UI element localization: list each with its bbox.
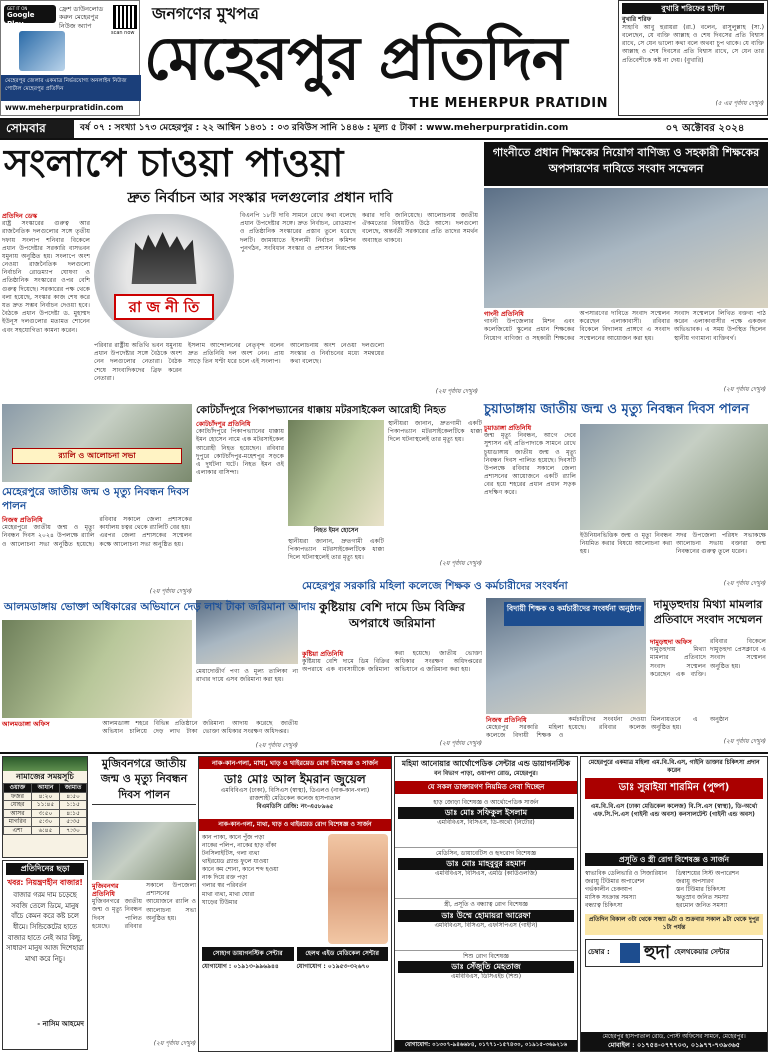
ent-illustration-icon [328,834,388,944]
download-text: ফ্রেশ ডাউনলোড করুন মেহেরপুর নিউজ অ্যাপ [59,5,104,30]
huda-logo-icon [620,943,640,963]
meherpur-birth-col [2,516,192,596]
ad-imran-name: ডাঃ মোঃ আল ইমরান জুয়েল [224,772,366,787]
list-item: ঋতুস্রাব জনিত সমস্যা [676,894,729,902]
mahila-byline: নিজস্ব প্রতিনিধি [486,716,527,724]
lead-col3-text: পরিবার রাষ্ট্রীয় অতিথি ভবন যমুনায় প্রধান উপদেষ্টার সঙ্গে বৈঠকে অংশ নেন দলগুলোর নেতারা। বৈঠক শেষে সাংবাদিকদের ব্রিফ করেন নেতারা। [94,342,182,382]
ad-imran-reg: বিএমডিসি রেজি: নং-এ৫৮৯৬৫ [256,803,334,811]
ad-suraiya-center: হুদা [644,941,671,963]
table-row: আসর ৩:৫০ ৪:১৫ [4,809,87,818]
damurhuda-byline: দামুড়হুদা অফিস [650,638,692,646]
gangni-body2: সংবাদ সম্মেলনে লিখিত বক্তব্য পাঠ করেন এলাকাবাসীর পক্ষে একজন অভিভাবক। এ সময় উপস্থিত ছিলেন স্থানীয় গণ্যমান্য ব্যক্তিবর্গ। [674,310,766,342]
chuadanga-cont: (২য় পৃষ্ঠায় দেখুন) [723,580,766,587]
mujibnagar-headline: মুজিবনগরে জাতীয় জন্ম ও মৃত্যু নিবন্ধন দিবস পালন [92,756,196,805]
chuadanga-col [484,424,576,592]
ad-suraiya [580,756,768,1052]
hadith-body: সাহাবি আবু হুরায়রা (রা.) বলেন, রাসুলুল্লাহ (সা.) বলেছেন, যে ব্যক্তি আল্লাহ ও শেষ দিবসের প্রতি বিশ্বাস রাখে, সে যেন ভালো কথা বলে অথবা চুপ থাকে। যে ব্যক্তি আল্লাহ ও শেষ দিবসের প্রতি বিশ্বাস রাখে, সে যেন তার প্রতিবেশীকে কষ্ট না দেয়। (বুখারি) [622,23,764,64]
damurhuda-col [650,638,766,734]
ad-imran-mid: নাক-কান-গলা, মাথা, ঘাড় ও থাইরয়েড রোগ বিশেষজ্ঞ ও সার্জন [199,819,391,831]
list-item: মাথা ব্যথা, মাথা ঘোরা [202,890,255,898]
ad-mohima-phone: যোগাযোগ: ০১৩০৭-৯৪৬৬৮৪, ০১৭৭১-১৫৭৪৩০, ০১৯১৫-৩৬৯২১৬ [395,1040,577,1051]
list-item: জরায়ু অপসারণ [676,877,714,885]
list-item: জরায়ু টিউমার অপারেশন [585,877,645,885]
lead-col1 [2,212,90,402]
masthead-title: মেহেরপুর প্রতিদিন [144,24,567,94]
ad-imran-degrees: এমবিবিএস (ঢাকা), বিসিএস (স্বাস্থ্য), ডিএলও (নাক-কান-গলা) [220,787,370,795]
alamdanga-photo [2,620,192,718]
ad-mohima-title: মহিমা আনোয়ার আর্থোপেডিক সেন্টার এন্ড ডায়াগনস্টিক [401,759,571,768]
kotchandpur-caption: নিহত ইমন হোসেন [313,527,359,534]
mahila-body: মেহেরপুর সরকারি মহিলা কলেজে বিদায়ী শিক্ষক ও কর্মচারীদের সংবর্ধনা দেওয়া হয়েছে। রবিবার কলেজ মিলনায়তনে এ অনুষ্ঠান অনুষ্ঠিত হয়। [486,716,729,740]
doctor-block: মেডিসিন, ডায়াবেটিস ও হৃদরোগ বিশেষজ্ঞ ডাঃ মোঃ মাহবুবুর রহমান এমবিবিএস, বিসিএস, এমডি (কার্ডিওলজি) [395,848,577,899]
ad-imran-top: নাক-কান-গলা, মাথা, ঘাড় ও থাইরয়েড রোগ বিশেষজ্ঞ ও সার্জন [199,757,391,769]
badge-top-text: GET IT ON [7,6,28,11]
chuadanga-headline: চুয়াডাঙ্গায় জাতীয় জন্ম ও মৃত্যু নিবন্ধন দিবস পালন [484,402,750,417]
list-item: গর্ভকালীন চেকআপ [585,886,632,894]
list-item: টনসিলাইটিস, গলা ব্যথা [202,850,260,858]
ad-imran-phone1: যোগাযোগ : ০১৯১৩-৯৯৬৯৪৪ [202,962,279,970]
ad-suraiya-note: প্রতিদিন বিকাল ৩টা থেকে সন্ধ্যা ৬টা ও শুক্রবার সকাল ৯টা থেকে দুপুর ১টা পর্যন্ত [585,914,763,934]
chhora-box [2,860,88,1050]
qr-code-icon [113,5,137,29]
lead-subhead: দ্রুত নির্বাচন আর সংস্কার দলগুলোর প্রধান দাবি [127,190,393,206]
table-row: মাগরিব ৫:৩০ ৫:৩৫ [4,818,87,827]
namaz-header: জামাত [60,784,87,793]
ad-mohima [394,756,578,1052]
kotchandpur-col [196,420,284,600]
table-row: এশা ৬:৪৫ ৭:৩০ [4,826,87,835]
ad-suraiya-phone: মোবাইল : ০১৭৫৪-০৭৭৭০৩, ০১৯৭৭-৭৩৯৩৬৫ [607,1040,741,1049]
doctor-block: স্ত্রী, প্রসূতি ও বন্ধ্যাত্ব রোগ বিশেষজ্ঞ ডাঃ উম্মে হোমায়রা আরেফা এমবিবিএস, বিসিএস, এফসিপিএস (গাইনি) [395,899,577,950]
kushtia-byline: কুষ্টিয়া প্রতিনিধি [302,650,344,658]
date-label: ০৭ অক্টোবর ২০২৪ [642,120,768,138]
chhora-title: প্রতিদিনের ছড়া [6,863,84,875]
ad-imran-phone2: যোগাযোগ : ০১৯৫৩-৩২৬৭০ [296,962,370,970]
gangni-body: গাংনী উপজেলার মিশন এবং কলেজিয়েট স্কুলের প্রধান শিক্ষকের নিয়োগ বাণিজ্য ও সহকারী শিক্ষকের অপসারণের দাবিতে সংবাদ সম্মেলন করেছেন এলাকাবাসী। রবিবার বিকেলে বিদ্যালয় প্রাঙ্গণে এ সংবাদ সম্মেলনের আয়োজন করা হয়। [484,310,670,342]
chhora-author: - নাসিম আহমেদ [37,1020,84,1029]
damurhuda-cont: (২য় পৃষ্ঠায় দেখুন) [723,738,766,745]
gangni-byline: গাংনী প্রতিনিধি [484,310,524,318]
mahila-col [486,716,729,746]
ad-imran-center1: সোহাগ ডায়াগনস্টিক সেন্টার [202,947,294,961]
namaz-header: আযান [31,784,59,793]
lead-col5-text: আলোচনায় অংশ নেওয়া দলগুলো সংস্কার ও নির্বাচনের মধ্যে সমন্বয়ের কথা বলেছে। [290,342,384,366]
lead-byline: প্রতিদিন ডেস্ক [2,212,38,220]
kotchandpur-body2: স্থানীয়রা জানান, দ্রুতগামী একটি পিকাপভ্যান মটরসাইকেলটিকে ধাক্কা দিলে ঘটনাস্থলেই তার মৃত্যু হয়। [288,538,384,562]
meherpur-birth-photo [2,404,192,482]
hadith-cont: (৫ এর পৃষ্ঠায় দেখুন) [715,99,764,107]
ad-mohima-addr: বন বিভাগ পাড়া, ওয়াপদা রোড, মেহেরপুর। [434,770,538,778]
mahila-headline-display: মেহেরপুর সরকারি মহিলা কলেজে শিক্ষক ও কর্মচারীদের সংবর্ধনা [302,580,568,592]
namaz-table [3,783,87,835]
hadith-title: বুখারি শরিফের হাদিস [622,3,764,14]
list-item: গলার স্বর পরিবর্তন [202,882,247,890]
meherpur-birth-body2: এরপর জেলা প্রশাসকের সম্মেলন কক্ষে আলোচনা সভা অনুষ্ঠিত হয়। [99,532,192,548]
doctor-block: হাড় জোড়া বিশেষজ্ঞ ও আর্থোপেডিক সার্জন ডাঃ মোঃ সফিকুল ইসলাম এমবিবিএস, বিসিএস, ডি-অর্থো (নিটোর) [395,797,577,848]
lead-col1-text: রাষ্ট্র সংস্কারের গুরুত্ব আর রাজনৈতিক দলগুলোর সঙ্গে তৃতীয় দফায় সংলাপ শনিবার বিকেলে প্রধান উপদেষ্টার সরকারি বাসভবন যমুনায় অনুষ্ঠিত হয়। সংলাপে অংশ নেওয়া রাজনৈতিক দলগুলো নির্বাচনি রোডম্যাপ ঘোষণা ও প্রতিষ্ঠানিক সংস্কারের ওপর বেশি গুরুত্ব দিয়েছে। সরকারের পক্ষ থেকে বলা হয়েছে, সংস্কার কাজ শেষ করে যত দ্রুত সম্ভব নির্বাচন দেওয়া হবে। বৈঠকে প্রধান উপদেষ্টা ড. মুহাম্মদ ইউনূস দলগুলোর মতামত শোনেন এবং সহযোগিতা কামনা করেন। [2,220,90,334]
table-row: ফজর ৪:২০ ৪:৫০ [4,792,87,801]
issue-info: বর্ষ ০৭ : সংখ্যা ১৭৩ মেহেরপুর : ২২ আশ্বিন ১৪৩১ : ০৩ রবিউস সানি ১৪৪৬ : মূল্য ৫ টাকা : www.meherpurpratidin.com [80,123,569,133]
politics-logo-text: রা জ নী তি [114,294,214,320]
gangni-cont: (২য় পৃষ্ঠায় দেখুন) [723,386,766,393]
list-item: স্বাভাবিক ডেলিভারি ও সিজারিয়ান [585,869,667,877]
promo-desc: মেহেরপুর জেলার একমাত্র নির্ভরযোগ্য অনলাইন নিউজ পোর্টাল মেহেরপুর প্রতিদিন [1,75,141,101]
gangni-photo [484,188,768,308]
mosque-icon [3,757,87,771]
gangni-headline: গাংনীতে প্রধান শিক্ষকের নিয়োগ বাণিজ্য ও সহকারী শিক্ষকের অপসারণের দাবিতে সংবাদ সম্মেলন [484,142,768,186]
chuadanga-byline: চুয়াডাঙ্গা প্রতিনিধি [484,424,532,432]
ad-imran [198,756,392,1052]
meherpur-banner: র‍্যালি ও আলোচনা সভা [12,448,182,464]
chuadanga-body2: ইউনিয়নভিত্তিক জন্ম ও মৃত্যু নিবন্ধন নিয়মিত করার বিষয়ে আলোচনা করা হয়। [580,532,672,556]
lead-col2-text: বিএনপি ১৮টি দাবি সামনে রেখে কথা বলেছে প্রধান উপদেষ্টার সঙ্গে। দ্রুত নির্বাচন, রোডম্যাপ ও প্রতিষ্ঠানিক সংস্কারের প্রস্তাব তুলে ধরেছে দলটি। জামায়াতে ইসলামী নির্বাচন কমিশন পুনর্গঠন, সংবিধান সংস্কার ও প্রশাসন নিরপেক্ষ করার দাবি জানিয়েছে। আলোচনায় জাতীয় ঐকমত্যের বিষয়টিও উঠে আসে। দলগুলো বলেছে, অন্তর্বর্তী সরকারের প্রতি তাদের সমর্থন অব্যাহত থাকবে। [240,212,478,252]
mujibnagar-col [92,882,196,1040]
namaz-title: নামাজের সময়সূচি [16,772,74,781]
kotchandpur-body: কোটচাঁদপুরে পিকাপভ্যানের ধাক্কায় ইমন হোসেন নামে এক মটরসাইকেল আরোহী নিহত হয়েছেন। রবিবার দুপুরে কোটচাঁদপুর-মহেশপুর সড়কে এ দুর্ঘটনা ঘটে। নিহত ইমন ওই এলাকার বাসিন্দা। [196,428,284,477]
kushtia-headline: কুষ্টিয়ায় বেশি দামে ডিম বিক্রির অপরাধে জরিমানা [319,600,465,630]
kushtia-body: কুষ্টিয়ায় বেশি দামে ডিম বিক্রির অপরাধে এক ব্যবসায়ীকে জরিমানা করা হয়েছে। জাতীয় ভোক্তা অধিকার সংরক্ষণ অধিদপ্তরের অভিযানে এ জরিমানা করা হয়। [302,650,482,674]
divider-rule [0,752,768,754]
table-row: যোহর ১১:৪৫ ১:১৫ [4,801,87,810]
list-item: থাইরয়েড গ্ল্যান্ড ফুলে যাওয়া [202,858,269,866]
badge-text: Google Play [7,11,35,28]
politics-logo [94,214,234,338]
kushtia-col [302,650,482,742]
google-play-badge[interactable] [4,5,56,28]
mujibnagar-photo [92,822,196,880]
app-promo-box [0,0,140,116]
kotchandpur-body-right: স্থানীয়রা জানান, দ্রুতগামী একটি পিকাপভ্যান মটরসাইকেলটিকে ধাক্কা দিলে ঘটনাস্থলেই তার মৃত্যু হয়। [388,420,482,444]
hadith-box [618,0,768,116]
namaz-box [2,756,88,858]
chhora-subtitle: খবর: নিয়ন্ত্রণহীন বাজার! [7,878,83,887]
ad-suraiya-addr: মেহেরপুর হাসপাতাল রোড, পোস্ট অফিসের সামনে, মেহেরপুর। [602,1033,746,1040]
date-band [0,118,768,140]
mahila-photo [486,598,646,714]
meherpur-birth-headline: মেহেরপুরে জাতীয় জন্ম ও মৃত্যু নিবন্ধন দিবস পালন [2,486,189,512]
list-item: স্তন টিউমার চিকিৎসা [676,886,726,894]
phone-mockup-icon [19,31,65,71]
ad-suraiya-top: মেহেরপুরে একমাত্র মহিলা এম.বি.বি.এস, গাইনি ডাক্তার চিকিৎসা প্রদান করেন [588,759,760,774]
kotchandpur-photo [288,420,384,526]
list-item: নাক দিয়ে রক্ত পড়া [202,874,248,882]
list-item: বন্ধ্যাত্ব চিকিৎসা [585,902,623,910]
ad-suraiya-specialty: প্রসূতি ও স্ত্রী রোগ বিশেষজ্ঞ ও সার্জন [585,853,763,866]
day-label: সোমবার [0,120,74,138]
chuadanga-body3: সদর উপজেলা পরিষদ সভাকক্ষে আলোচনা সভায় বক্তারা জন্ম নিবন্ধনের গুরুত্ব তুলে ধরেন। [676,532,766,556]
mujibnagar-byline: মুজিবনগর প্রতিনিধি [92,882,119,899]
chuadanga-body: জন্ম মৃত্যু নিবন্ধন, আগে দেবে সুশাসন এই প্রতিপাদ্যকে সামনে রেখে চুয়াডাঙ্গায় জাতীয় জন্ম ও মৃত্যু নিবন্ধন দিবস পালিত হয়েছে। দিবসটি উপলক্ষে রবিবার সকালে জেলা প্রশাসনের আয়োজনে একটি র‍্যালি বের হয়ে শহরের প্রধান প্রধান সড়ক প্রদক্ষিণ করে। [484,432,576,497]
list-item: নাকের পলিপ, নাকের হাড় বাঁকা [202,842,277,849]
chuadanga-photo [580,424,768,530]
list-item: মাসিক সংক্রান্ত সমস্যা [585,894,636,902]
mahila-banner: বিদায়ী শিক্ষক ও কর্মচারীদের সংবর্ধনা অনুষ্ঠান [504,602,644,626]
ad-suraiya-center-sub: হেলথকেয়ার সেন্টার [674,948,730,957]
list-item: হরমোন জনিত সমস্যা [676,902,728,910]
scan-label: scan now [111,30,135,36]
list-item: কান পাকা, কানে পুঁজ পড়া [202,833,265,841]
lead-col4-text: ইসলাম আন্দোলনের নেতৃবৃন্দ বলেন দ্রুত প্রতিনিধি দল অংশ নেন। প্রায় সাড়ে তিন ঘণ্টা ধরে চলে এই সংলাপ। [188,342,284,366]
kotchandpur-cont: (২য় পৃষ্ঠায় দেখুন) [439,560,482,567]
masthead-title-en: THE MEHERPUR PRATIDIN [409,96,608,111]
gangni-col [484,310,670,400]
ad-mohima-notice: যে সকল ডাক্তারগণ নিয়মিত সেবা দিচ্ছেন [395,781,577,794]
alamdanga-body: আলমডাঙ্গা শহরে বিভিন্ন প্রতিষ্ঠানে অভিযান চালিয়ে দেড় লাখ টাকা জরিমানা আদায় করেছে জাতীয় ভোক্তা অধিকার সংরক্ষণ অধিদপ্তর। [102,720,298,736]
alamdanga-byline: আলমডাঙ্গা অফিস [2,720,50,728]
damurhuda-headline: দামুড়হুদায় মিথ্যা মামলার প্রতিবাদে সংবাদ সম্মেলন [653,598,763,626]
meherpur-birth-body: মেহেরপুরে জাতীয় জন্ম ও মৃত্যু নিবন্ধন দিবস ২০২৪ উপলক্ষে র‍্যালি ও আলোচনা সভা অনুষ্ঠিত হয়েছে। রবিবার সকালে জেলা প্রশাসকের কার্যালয় চত্বর থেকে র‍্যালিটি বের হয়। [2,516,192,548]
promo-site[interactable]: www.meherpurpratidin.com [5,103,124,112]
lead-headline: সংলাপে চাওয়া পাওয়া [4,140,344,185]
meherpur-birth-byline: নিজস্ব প্রতিনিধি [2,516,43,524]
tagline: জনগণের মুখপত্র [152,4,259,23]
ad-suraiya-name: ডাঃ সুরাইয়া শারমিন (পুষ্প) [585,778,763,799]
alamdanga-body-right: মেয়াদোত্তীর্ণ পণ্য ও মূল্য তালিকা না রাখার দায়ে এসব জরিমানা করা হয়। [196,668,298,684]
lead-cont: (২য় পৃষ্ঠায় দেখুন) [435,388,478,395]
doctor-block: শিশু রোগ বিশেষজ্ঞ ডাঃ সেঁজুতি মেহতাজ এমবিবিএস, ডিসিএইচ (শিশু) [395,951,577,993]
ad-suraiya-center-label: চেম্বার : [588,948,610,957]
namaz-header: ওয়াক্ত [4,784,32,793]
masthead [142,0,616,116]
alamdanga-headline: আলমডাঙ্গায় ভোক্তা অধিকারের অভিযানে দেড় লাখ টাকা জরিমানা আদায় [4,601,316,613]
chhora-body: বাজার গরম দাম চড়েছে সবজি তেলে ডিমে, মানুষ বাঁচে কেমন করে কষ্ট চলে ধীমে। সিন্ডিকেটের হাতে বাজার হাতে নেই আর কিছু, সাধারণ মানুষ আজ দিশেহারা মাথা করে নিচু। [6,891,84,963]
ad-imran-center2: হেলথ এইড মেডিকেল সেন্টার [297,947,389,961]
ad-imran-hospital: রাজশাহী মেডিকেল কলেজ হাসপাতাল [249,795,341,803]
kushtia-cont: (২য় পৃষ্ঠায় দেখুন) [439,740,482,747]
list-item: কানে কম শোনা, কানে শব্দ হওয়া [202,866,279,874]
list-item: ঘাড়ের টিউমার [202,898,238,906]
damurhuda-body: দামুড়হুদায় মিথ্যা মামলার প্রতিবাদে সংবাদ সম্মেলন করেছেন এক ব্যক্তি। রবিবার বিকেলে দামুড়হুদা প্রেসক্লাবে এ সংবাদ সম্মেলন অনুষ্ঠিত হয়। [650,638,766,678]
ad-suraiya-degrees: এম.বি.বি.এস (ঢাকা মেডিকেল কলেজ) বি.সি.এস (স্বাস্থ্য), ডি-অর্থো এফ.সি.পি.এস (গাইনী এন্ড অবস) কনসালটেন্ট (গাইনী এন্ড অবস) [590,802,758,818]
mujibnagar-cont: (২য় পৃষ্ঠায় দেখুন) [153,1040,196,1047]
raised-hands-icon [128,232,200,284]
list-item: ডিম্বাশয়ের সিস্ট অপারেশন [676,869,739,877]
kotchandpur-byline: কোটচাঁদপুর প্রতিনিধি [196,420,251,428]
mujibnagar-body: মুজিবনগরে জাতীয় জন্ম ও মৃত্যু নিবন্ধন দিবস পালিত হয়েছে। রবিবার সকালে উপজেলা প্রশাসনের আয়োজনে র‍্যালি ও আলোচনা সভা অনুষ্ঠিত হয়। [92,882,196,930]
hadith-subtitle: বুখারি শরিফ [622,16,652,24]
meherpur-birth-cont: (২য় পৃষ্ঠায় দেখুন) [149,588,192,595]
alamdanga-cont: (২য় পৃষ্ঠায় দেখুন) [255,742,298,749]
kotchandpur-headline: কোটচাঁদপুরে পিকাপভ্যানের ধাক্কায় মটরসাইকেল আরোহী নিহত [196,405,446,416]
